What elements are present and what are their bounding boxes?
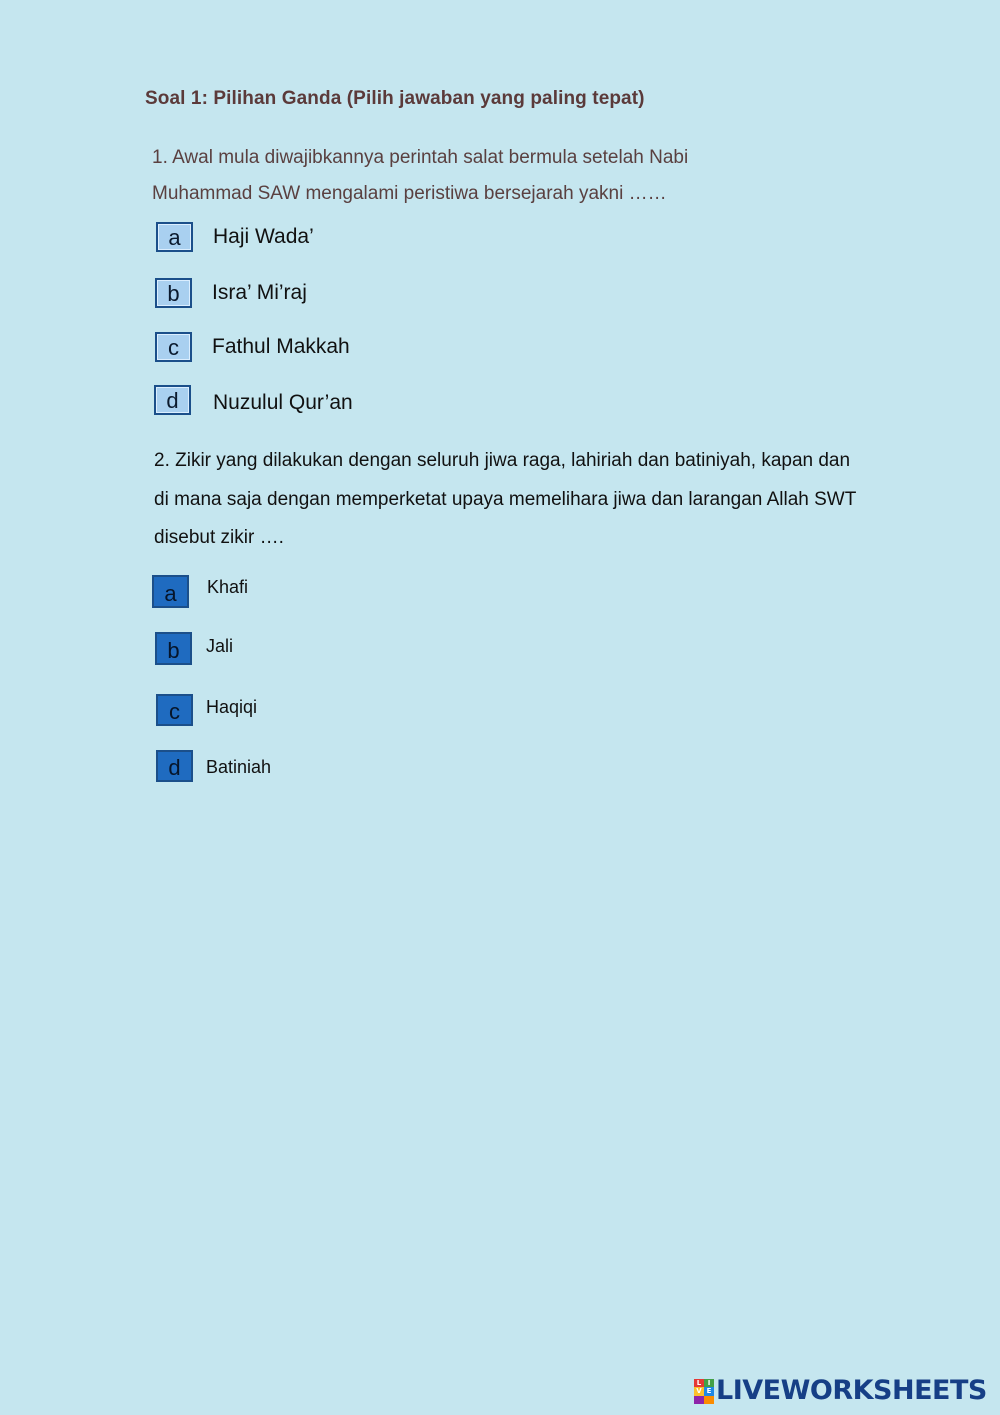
question-1-line-1: 1. Awal mula diwajibkannya perintah salat bermula setelah Nabi bbox=[152, 147, 689, 168]
liveworksheets-logo bbox=[694, 1376, 987, 1406]
q1-option-a-label: Haji Wada’ bbox=[213, 225, 314, 248]
q2-option-c[interactable] bbox=[156, 694, 257, 726]
q2-option-a-label: Khafi bbox=[207, 577, 249, 597]
question-2-text bbox=[154, 442, 894, 558]
q2-option-c-label: Haqiqi bbox=[206, 696, 258, 717]
logo-mark-cell bbox=[704, 1396, 714, 1404]
logo-mark-cell: L bbox=[694, 1379, 704, 1387]
q2-option-a[interactable] bbox=[152, 575, 248, 608]
q2-option-a-box[interactable]: a bbox=[152, 575, 189, 608]
q2-option-d-label: Batiniah bbox=[206, 756, 272, 777]
question-2-line-2: di mana saja dengan memperketat upaya memelihara jiwa dan larangan Allah SWT bbox=[154, 488, 857, 510]
liveworksheets-logo-text: LIVEWORKSHEETS bbox=[716, 1375, 987, 1406]
section-heading: Soal 1: Pilihan Ganda (Pilih jawaban yang paling tepat) bbox=[145, 88, 645, 109]
q1-option-b[interactable] bbox=[155, 278, 307, 308]
logo-mark-cell: V bbox=[694, 1387, 704, 1396]
question-2-line-3: disebut zikir …. bbox=[154, 527, 284, 548]
q2-option-d-box[interactable]: d bbox=[156, 750, 193, 782]
logo-mark-cell bbox=[694, 1396, 704, 1404]
q1-option-a-box[interactable]: a bbox=[156, 222, 193, 252]
q1-option-d-label: Nuzulul Qur’an bbox=[213, 391, 353, 414]
q1-option-d[interactable] bbox=[154, 385, 353, 415]
question-1-line-2: Muhammad SAW mengalami peristiwa bersejarah yakni …… bbox=[152, 183, 667, 204]
q2-option-b-box[interactable]: b bbox=[155, 632, 192, 665]
question-1-text bbox=[152, 140, 772, 212]
q2-option-d[interactable] bbox=[156, 750, 271, 782]
q1-option-c-box[interactable]: c bbox=[155, 332, 192, 362]
q1-option-b-label: Isra’ Mi’raj bbox=[212, 281, 307, 304]
logo-mark-cell: I bbox=[704, 1379, 714, 1387]
q2-option-c-box[interactable]: c bbox=[156, 694, 193, 726]
liveworksheets-logo-icon bbox=[694, 1379, 714, 1404]
q2-option-b-label: Jali bbox=[206, 636, 234, 656]
q1-option-b-box[interactable]: b bbox=[155, 278, 192, 308]
q1-option-a[interactable] bbox=[156, 222, 314, 252]
q2-option-b[interactable] bbox=[155, 632, 233, 665]
q1-option-c[interactable] bbox=[155, 332, 350, 362]
question-2-line-1: 2. Zikir yang dilakukan dengan seluruh jiwa raga, lahiriah dan batiniyah, kapan dan bbox=[154, 450, 851, 471]
q1-option-c-label: Fathul Makkah bbox=[212, 335, 350, 358]
q1-option-d-box[interactable]: d bbox=[154, 385, 191, 415]
logo-mark-cell: E bbox=[704, 1387, 714, 1396]
